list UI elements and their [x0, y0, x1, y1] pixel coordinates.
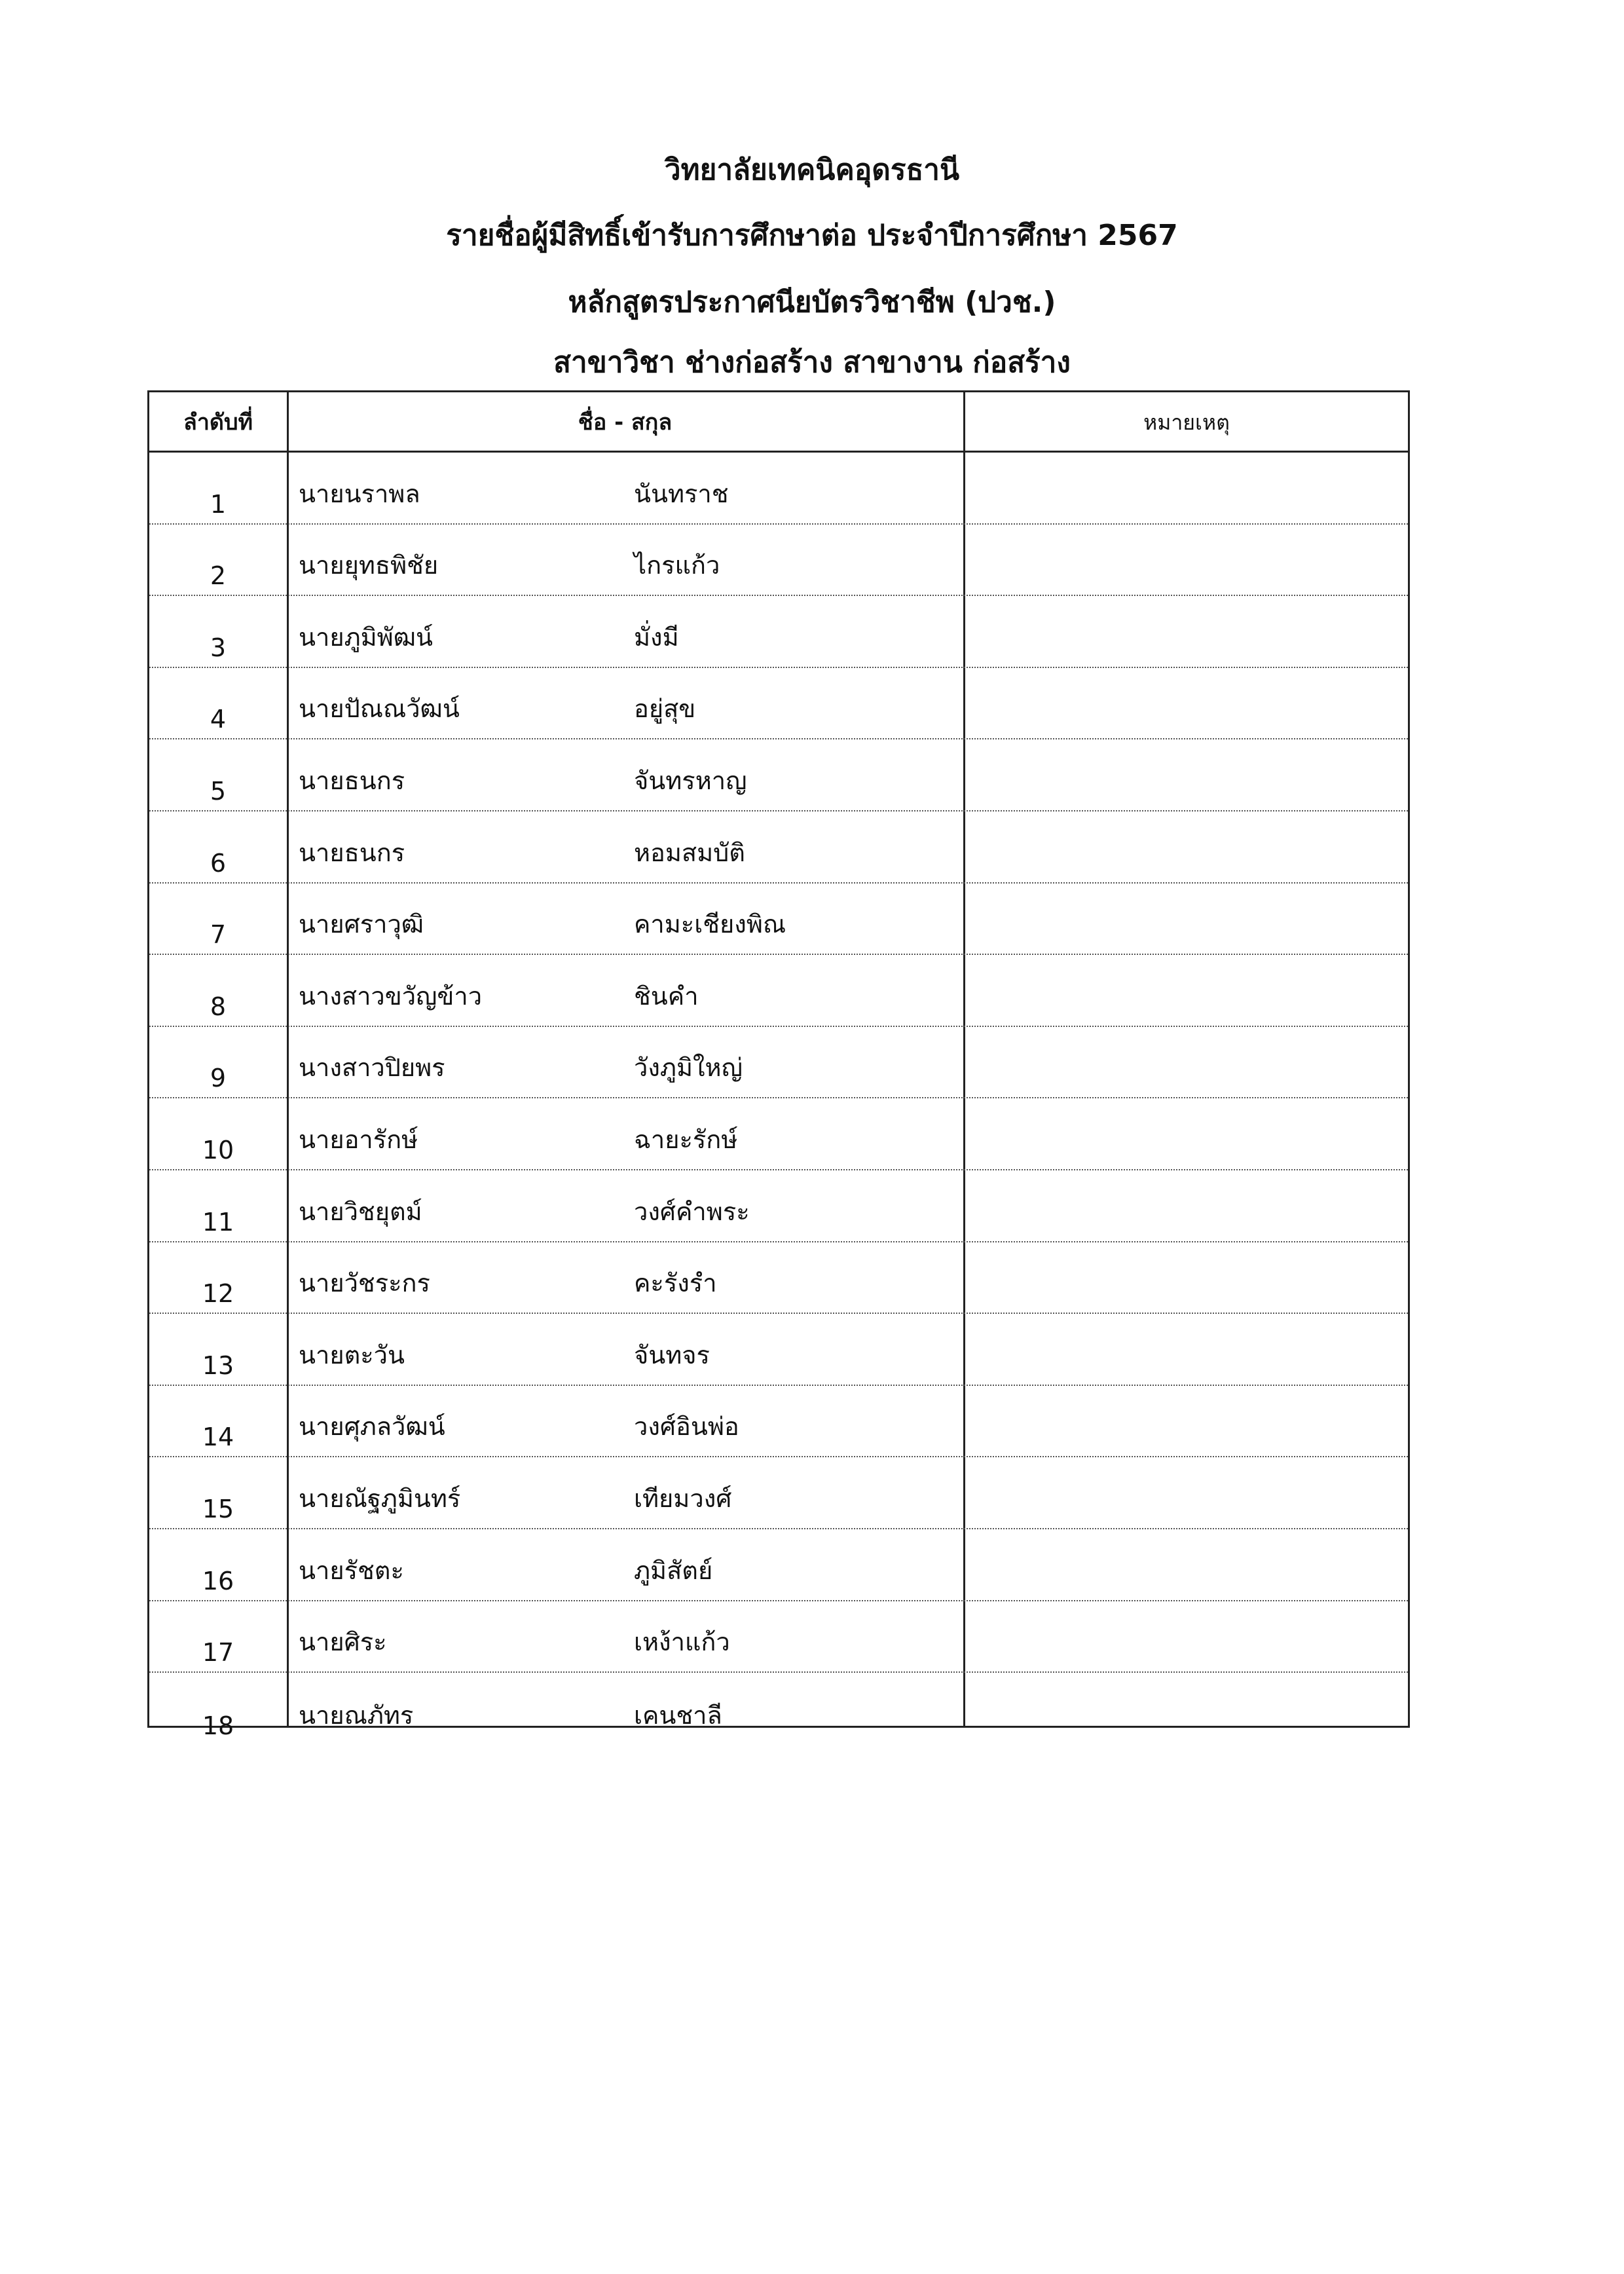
table-row — [149, 1170, 1408, 1242]
table-body — [149, 453, 1408, 1745]
last-name: ไกรแก้ว — [634, 551, 720, 580]
last-name: จันทจร — [634, 1340, 710, 1370]
row-number: 18 — [202, 1711, 234, 1740]
last-name: ฉายะรักษ์ — [634, 1125, 738, 1154]
last-name: เทียมวงศ์ — [634, 1483, 732, 1513]
first-name: นายธนกร — [299, 838, 405, 867]
table-row — [149, 1529, 1408, 1601]
row-number: 5 — [210, 776, 227, 806]
row-number: 11 — [202, 1207, 234, 1237]
student-list-table — [147, 390, 1410, 1740]
first-name: นายศุภลวัฒน์ — [299, 1412, 445, 1442]
first-name: นางสาวปิยพร — [299, 1053, 445, 1083]
institution-title: วิทยาลัยเทคนิคอุดรธานี — [664, 153, 960, 187]
table-row — [149, 811, 1408, 884]
first-name: นายนราพล — [299, 479, 420, 508]
row-number: 16 — [202, 1566, 234, 1595]
last-name: วงศ์อินพ่อ — [634, 1412, 739, 1442]
first-name: นายศราวุฒิ — [299, 910, 424, 939]
table-row — [149, 884, 1408, 956]
row-number: 8 — [210, 992, 227, 1021]
table-row — [149, 1386, 1408, 1458]
first-name: นายปัณณวัฒน์ — [299, 694, 460, 724]
table-row — [149, 739, 1408, 811]
row-number: 15 — [202, 1494, 234, 1523]
row-number: 10 — [202, 1135, 234, 1165]
first-name: นางสาวขวัญข้าว — [299, 981, 483, 1011]
last-name: วงศ์คำพระ — [634, 1197, 750, 1226]
major-title: สาขาวิชา ช่างก่อสร้าง สาขางาน ก่อสร้าง — [553, 346, 1071, 379]
last-name: ชินคำ — [634, 981, 699, 1011]
first-name: นายวิชยุตม์ — [299, 1197, 422, 1226]
table-row — [149, 1457, 1408, 1529]
first-name: นายยุทธพิชัย — [299, 551, 439, 580]
table-row — [149, 668, 1408, 740]
last-name: อยู่สุข — [634, 694, 696, 724]
first-name: นายภูมิพัฒน์ — [299, 622, 434, 652]
table-row — [149, 1673, 1408, 1745]
first-name: นายธนกร — [299, 766, 405, 795]
last-name: นันทราช — [634, 479, 729, 508]
table-row — [149, 1314, 1408, 1386]
last-name: วังภูมิใหญ่ — [634, 1053, 743, 1083]
last-name: จันทรหาญ — [634, 766, 747, 795]
row-number: 9 — [210, 1064, 227, 1093]
table-row — [149, 1601, 1408, 1673]
row-number: 1 — [210, 489, 227, 519]
table-row — [149, 955, 1408, 1027]
column-header-name: ชื่อ - สกุล — [578, 409, 673, 436]
first-name: นายณัฐภูมินทร์ — [299, 1483, 461, 1513]
row-number: 3 — [210, 633, 227, 662]
row-number: 14 — [202, 1423, 234, 1452]
first-name: นายศิระ — [299, 1628, 387, 1657]
table-header-row — [149, 392, 1408, 453]
table-row — [149, 1027, 1408, 1099]
row-number: 4 — [210, 705, 227, 734]
column-header-order: ลำดับที่ — [183, 409, 253, 436]
last-name: คามะเชียงพิณ — [634, 910, 786, 939]
first-name: นายตะวัน — [299, 1340, 405, 1370]
list-title: รายชื่อผู้มีสิทธิ์เข้ารับการศึกษาต่อ ประจำปีการศึกษา 2567 — [446, 219, 1178, 252]
column-header-note: หมายเหตุ — [1143, 410, 1230, 435]
row-number: 17 — [202, 1638, 234, 1668]
last-name: คะรังรำ — [634, 1269, 717, 1298]
last-name: เหง้าแก้ว — [634, 1628, 730, 1657]
row-number: 12 — [202, 1279, 234, 1309]
row-number: 6 — [210, 848, 227, 878]
last-name: มั่งมี — [634, 622, 679, 652]
table-row — [149, 1242, 1408, 1314]
table-row — [149, 596, 1408, 668]
table-row — [149, 453, 1408, 525]
table-row — [149, 1098, 1408, 1170]
last-name: ภูมิสัตย์ — [634, 1556, 713, 1585]
last-name: หอมสมบัติ — [634, 838, 745, 867]
last-name: เคนชาลี — [634, 1700, 722, 1730]
table-row — [149, 525, 1408, 597]
row-number: 7 — [210, 920, 227, 950]
row-number: 13 — [202, 1351, 234, 1380]
first-name: นายอารักษ์ — [299, 1125, 418, 1154]
first-name: นายณภัทร — [299, 1700, 414, 1730]
first-name: นายรัชตะ — [299, 1556, 404, 1585]
program-title: หลักสูตรประกาศนียบัตรวิชาชีพ (ปวช.) — [568, 286, 1056, 319]
first-name: นายวัชระกร — [299, 1269, 430, 1298]
row-number: 2 — [210, 561, 227, 591]
